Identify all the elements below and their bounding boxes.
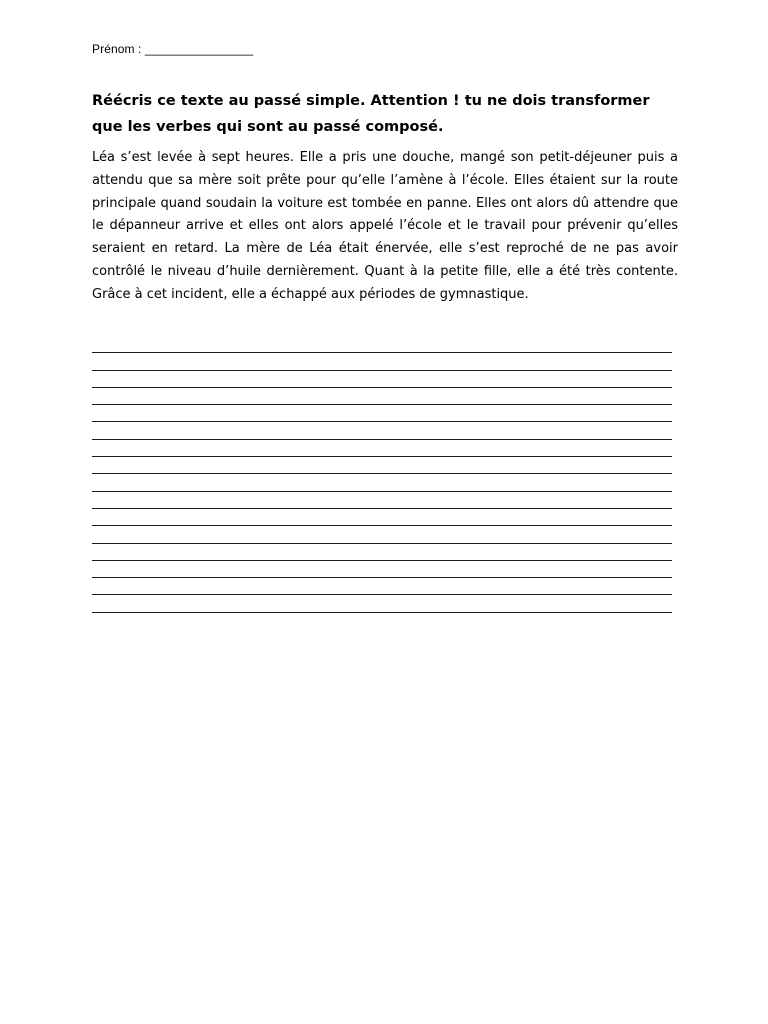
answer-line xyxy=(92,474,672,491)
answer-line xyxy=(92,388,672,405)
answer-line xyxy=(92,561,672,578)
answer-line xyxy=(92,422,672,439)
answer-line xyxy=(92,405,672,422)
answer-line xyxy=(92,336,672,353)
answer-line xyxy=(92,509,672,526)
name-field-label: Prénom : ________________ xyxy=(92,42,254,56)
answer-line xyxy=(92,544,672,561)
answer-line xyxy=(92,353,672,370)
answer-line xyxy=(92,457,672,474)
answer-line xyxy=(92,595,672,612)
answer-line xyxy=(92,578,672,595)
exercise-text: Léa s’est levée à sept heures. Elle a pris une douche, mangé son petit-déjeuner puis a attendu que sa mère soit prête pour qu’elle l’amène à l’école. Elles étaient sur la route principale quand soudain la voiture est tombée en panne. Elles ont alors dû attendre que le dépanneur arrive et elles ont alors appelé l’école et le travail pour prévenir qu’elles seraient en retard. La mère de Léa était énervée, elle s’est reproché de ne pas avoir contrôlé le niveau d’huile dernièrement. Quant à la petite fille, elle a été très contente. Grâce à cet incident, elle a échappé aux périodes de gymnastique. xyxy=(92,150,678,302)
exercise-instruction: Réécris ce texte au passé simple. Attention ! tu ne dois transformer que les verbes qui sont au passé composé. xyxy=(92,93,650,135)
answer-line xyxy=(92,371,672,388)
answer-lines xyxy=(92,336,672,613)
answer-line xyxy=(92,440,672,457)
answer-line xyxy=(92,526,672,543)
answer-line xyxy=(92,492,672,509)
